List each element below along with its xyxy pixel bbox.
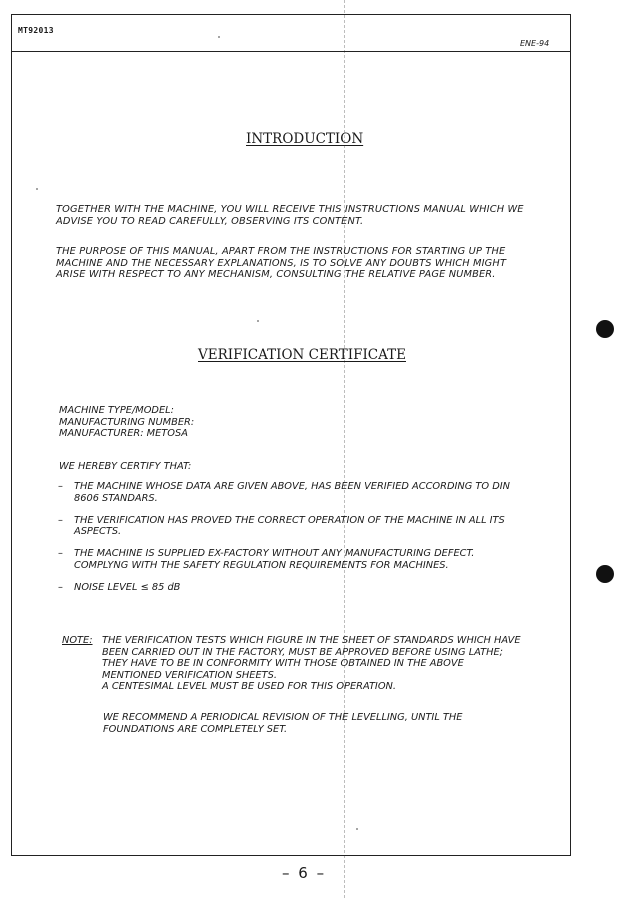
introduction-heading: INTRODUCTION: [246, 131, 364, 147]
document-code: MT92013: [18, 26, 54, 35]
introduction-paragraph-2: THE PURPOSE OF THIS MANUAL, APART FROM THE INSTRUCTIONS FOR STARTING UP THE MACHINE AND THE NECESSARY EXPLANATIONS, IS TO SOLVE ANY DOUBTS WHICH MIGHT ARISE WITH RESPECT TO ANY MECHANISM, CONSULTING THE RELATIVE PAGE NUMBER.: [56, 246, 507, 280]
binder-hole-icon: [596, 565, 614, 583]
list-item: – THE MACHINE WHOSE DATA ARE GIVEN ABOVE, HAS BEEN VERIFIED ACCORDING TO DIN 8606 STANDARS.: [58, 481, 548, 504]
manufacturer-label: MANUFACTURER: METOSA: [59, 428, 188, 439]
introduction-paragraph-1: TOGETHER WITH THE MACHINE, YOU WILL RECEIVE THIS INSTRUCTIONS MANUAL WHICH WE ADVISE YOU TO READ CAREFULLY, OBSERVING ITS CONTENT.: [56, 204, 524, 227]
certificate-heading: VERIFICATION CERTIFICATE: [198, 347, 406, 363]
scan-speck: [356, 828, 358, 830]
scan-speck: [218, 36, 220, 38]
list-item: – THE VERIFICATION HAS PROVED THE CORRECT OPERATION OF THE MACHINE IN ALL ITS ASPECTS.: [58, 515, 548, 538]
machine-type-label: MACHINE TYPE/MODEL:: [59, 405, 174, 416]
scan-speck: [257, 320, 259, 322]
machine-info-block: [59, 405, 194, 440]
binder-hole-icon: [596, 320, 614, 338]
header-divider: [11, 51, 571, 52]
manufacturing-number-label: MANUFACTURING NUMBER:: [59, 416, 195, 428]
note-text: THE VERIFICATION TESTS WHICH FIGURE IN THE SHEET OF STANDARDS WHICH HAVE BEEN CARRIED OUT IN THE FACTORY, MUST BE APPROVED BEFORE USING LATHE; THEY HAVE TO BE IN CONFORMITY WITH THOSE OBTAINED IN THE ABOVE MENTIONED VERIFICATION SHEETS. A CENTESIMAL LEVEL MUST BE USED FOR THIS OPERATION.: [102, 635, 521, 692]
scan-speck: [36, 188, 38, 190]
note-label: NOTE:: [62, 635, 93, 646]
document-date: ENE-94: [520, 39, 550, 48]
certify-intro: WE HEREBY CERTIFY THAT:: [59, 461, 192, 472]
page-number: – 6 –: [282, 864, 327, 882]
recommendation-text: WE RECOMMEND A PERIODICAL REVISION OF THE LEVELLING, UNTIL THE FOUNDATIONS ARE COMPLETELY SET.: [103, 712, 463, 735]
list-item: – NOISE LEVEL ≤ 85 dB: [58, 582, 548, 594]
certification-list: [58, 481, 548, 604]
list-item: – THE MACHINE IS SUPPLIED EX-FACTORY WITHOUT ANY MANUFACTURING DEFECT. COMPLYNG WITH THE SAFETY REGULATION REQUIREMENTS FOR MACHINES.: [58, 548, 548, 571]
